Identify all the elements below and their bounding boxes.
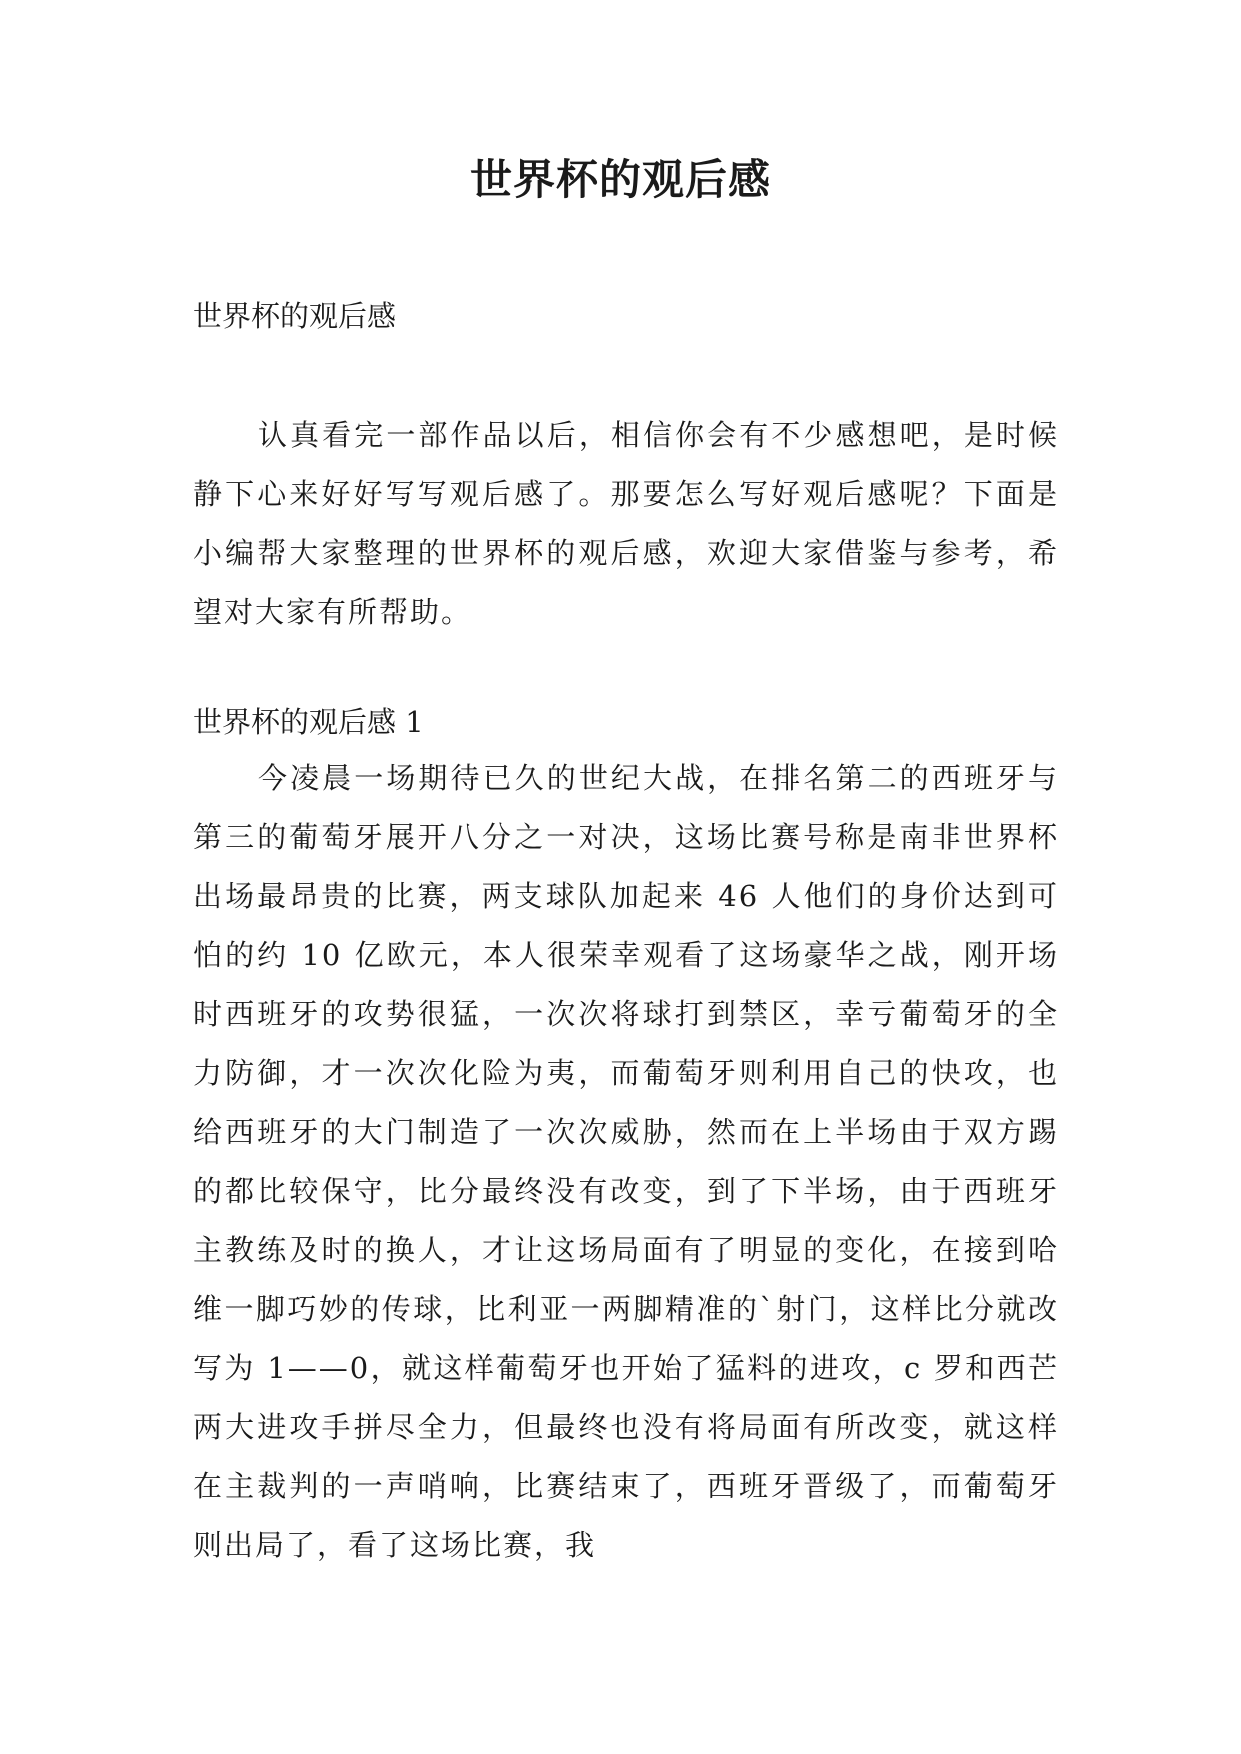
intro-paragraph: 认真看完一部作品以后，相信你会有不少感想吧，是时候静下心来好好写写观后感了。那要怎么写好观后感呢？下面是小编帮大家整理的世界杯的观后感，欢迎大家借鉴与参考，希望对大家有所帮助。 (193, 418, 1059, 629)
document-title: 世界杯的观后感 (469, 155, 771, 204)
section-body-paragraph: 今凌晨一场期待已久的世纪大战，在排名第二的西班牙与第三的葡萄牙展开八分之一对决，这场比赛号称是南非世界杯出场最昂贵的比赛，两支球队加起来 46 人他们的身价达到可怕的约 10 亿欧元，本人很荣幸观看了这场豪华之战，刚开场时西班牙的攻势很猛，一次次将球打到禁区，幸亏葡萄牙的全力防御，才一次次化险为夷，而葡萄牙则利用自己的快攻，也给西班牙的大门制造了一次次威胁，然而在上半场由于双方踢的都比较保守，比分最终没有改变，到了下半场，由于西班牙主教练及时的换人，才让这场局面有了明显的变化，在接到哈维一脚巧妙的传球，比利亚一两脚精准的`射门，这样比分就改写为 1——0，就这样葡萄牙也开始了猛料的进攻，c 罗和西芒两大进攻手拼尽全力，但最终也没有将局面有所改变，就这样在主裁判的一声哨响，比赛结束了，西班牙晋级了，而葡萄牙则出局了，看了这场比赛，我 (193, 761, 1059, 1562)
section-heading: 世界杯的观后感 1 (193, 705, 424, 739)
document-subtitle: 世界杯的观后感 (193, 299, 397, 333)
